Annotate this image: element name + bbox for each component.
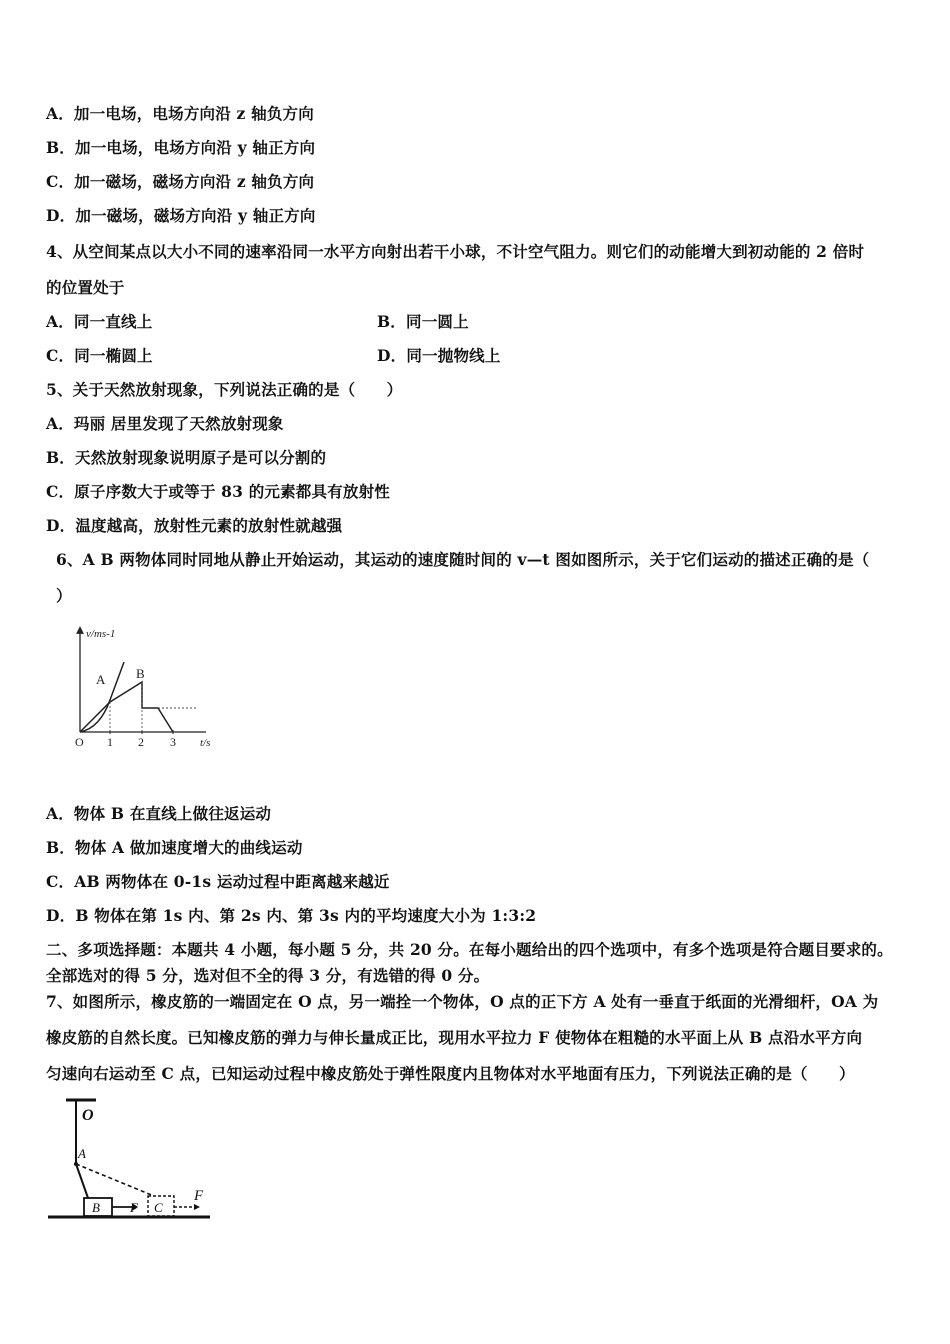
q7-band-ab [76,1164,88,1198]
q6-origin-label: O [75,735,84,749]
q7-stem-line1: 7、如图所示，橡皮筋的一端固定在 O 点，另一端拴一个物体，O 点的正下方 A 处有一垂直于纸面的光滑细杆，OA 为 [46,992,879,1011]
q6-y-axis-label: v/ms-1 [86,628,116,640]
q4-stem-line1: 4、从空间某点以大小不同的速率沿同一水平方向射出若干小球，不计空气阻力。则它们的动能增大到初动能的 2 倍时 [46,242,865,261]
q6-option-c: C．AB 两物体在 0-1s 运动过程中距离越来越近 [46,872,390,891]
q4-stem-line2: 的位置处于 [46,278,125,297]
section2-line2: 全部选对的得 5 分，选对但不全的得 3 分，有选错的得 0 分。 [46,966,490,985]
q7-label-f-b: F [130,1200,138,1215]
q6-tick-2: 2 [138,735,144,749]
q6-stem-line2: ） [56,586,72,605]
q7-stem-line2: 橡皮筋的自然长度。已知橡皮筋的弹力与伸长量成正比，现用水平拉力 F 使物体在粗糙的水平面上从 B 点沿水平方向 [46,1028,863,1047]
q3-option-d: D．加一磁场，磁场方向沿 y 轴正方向 [46,206,316,225]
q6-curve-b-label: B [136,666,145,681]
q6-vt-graph [66,624,226,754]
q7-stem-line3: 匀速向右运动至 C 点，已知运动过程中橡皮筋处于弹性限度内且物体对水平地面有压力，下列说法正确的是（ ） [46,1064,855,1083]
q6-tick-1: 1 [107,735,113,749]
q6-tick-3: 3 [170,735,176,749]
q6-option-b: B．物体 A 做加速度增大的曲线运动 [46,838,303,857]
q7-band-ac-dashed [76,1164,154,1196]
q4-option-b: B．同一圆上 [377,312,469,331]
q7-force-c-head [194,1204,200,1210]
q3-option-b: B．加一电场，电场方向沿 y 轴正方向 [46,138,316,157]
q7-label-o: O [82,1107,94,1124]
q3-option-a: A．加一电场，电场方向沿 z 轴负方向 [46,104,314,123]
q5-option-a: A．玛丽 居里发现了天然放射现象 [46,414,284,433]
q5-stem: 5、关于天然放射现象，下列说法正确的是（ ） [46,380,403,399]
q6-stem-line1: 6、A B 两物体同时同地从静止开始运动，其运动的速度随时间的 v—t 图如图所示，关于它们运动的描述正确的是（ [56,550,870,569]
q6-curve-a-label: A [96,672,106,687]
q7-label-c: C [154,1200,163,1215]
q5-option-b: B．天然放射现象说明原子是可以分割的 [46,448,327,467]
q3-option-c: C．加一磁场，磁场方向沿 z 轴负方向 [46,172,315,191]
q6-option-a: A．物体 B 在直线上做往返运动 [46,804,272,823]
q6-x-axis-label: t/s [200,737,211,749]
q6-option-d: D．B 物体在第 1s 内、第 2s 内、第 3s 内的平均速度大小为 1:3:2 [46,906,537,925]
q5-option-c: C．原子序数大于或等于 83 的元素都具有放射性 [46,482,391,501]
q5-option-d: D．温度越高，放射性元素的放射性就越强 [46,516,343,535]
q4-option-c: C．同一椭圆上 [46,346,153,365]
q4-option-d: D．同一抛物线上 [377,346,501,365]
q7-rubber-band-figure [44,1094,220,1228]
q4-option-a: A．同一直线上 [46,312,153,331]
q7-label-a: A [78,1146,86,1161]
q7-label-b: B [92,1200,100,1215]
q7-label-f-c: F [194,1188,204,1204]
section2-line1: 二、多项选择题：本题共 4 小题，每小题 5 分，共 20 分。在每小题给出的四个选项中，有多个选项是符合题目要求的。 [46,940,893,959]
